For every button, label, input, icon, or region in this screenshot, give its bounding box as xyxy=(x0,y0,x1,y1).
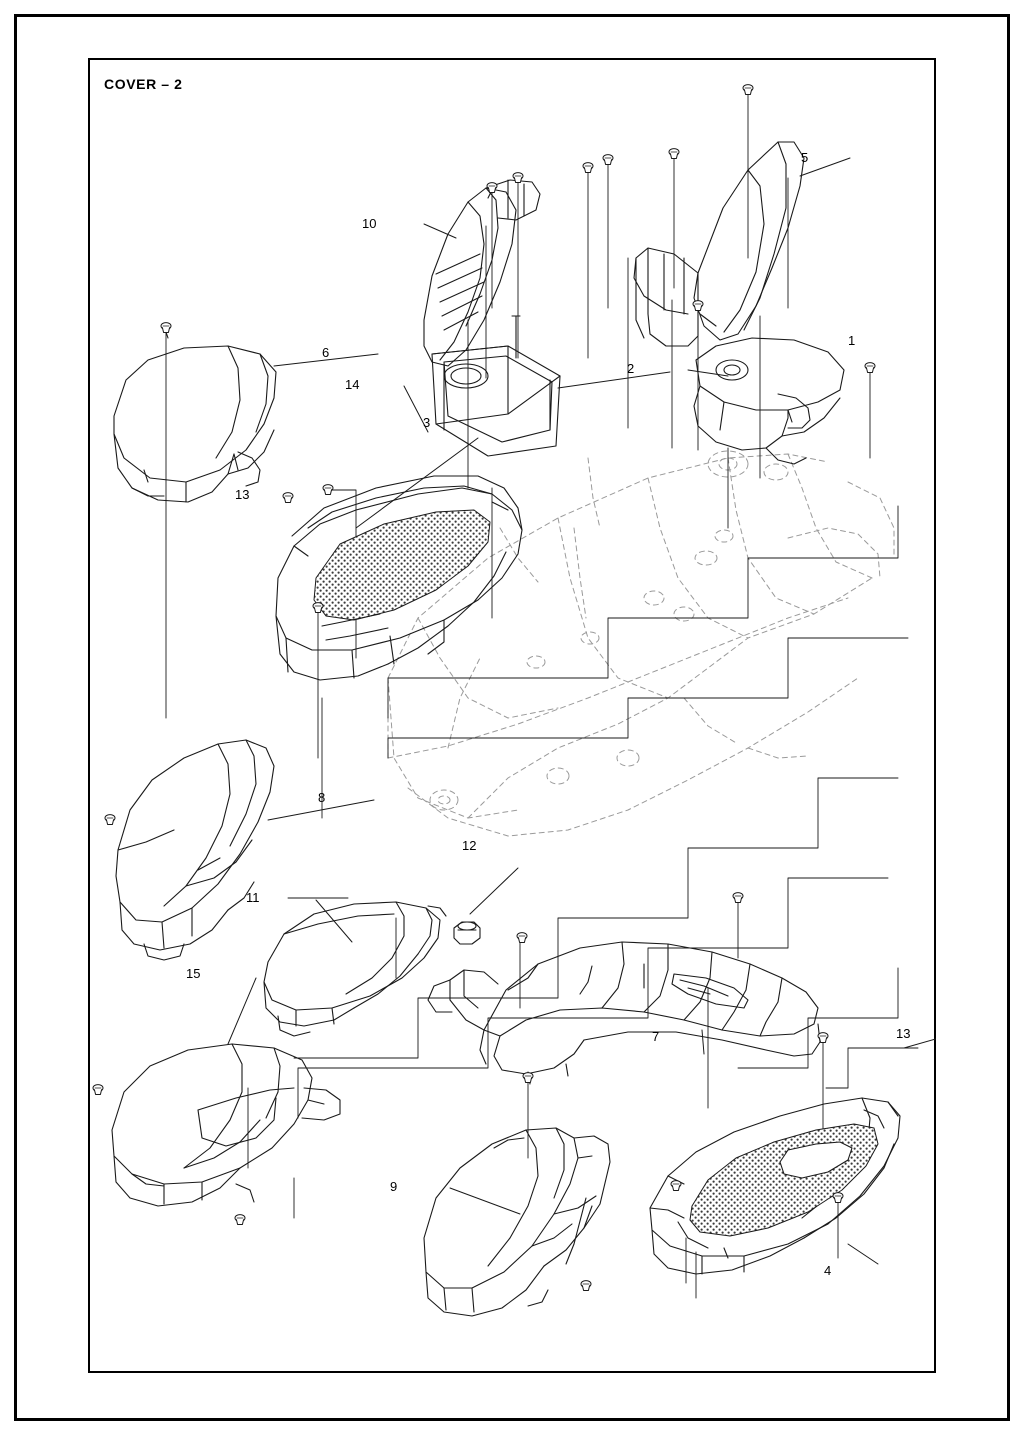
callout-8: 8 xyxy=(318,790,326,805)
part-9-cover xyxy=(424,1128,610,1316)
callout-13-right: 13 xyxy=(896,1026,911,1041)
callout-7: 7 xyxy=(652,1029,660,1044)
part-12-clip xyxy=(454,922,480,944)
callout-9: 9 xyxy=(390,1179,398,1194)
part-11-duct xyxy=(264,902,446,1036)
part-10-duct xyxy=(424,180,540,366)
fasteners xyxy=(93,85,875,1291)
callout-4: 4 xyxy=(824,1263,832,1278)
part-3-grille xyxy=(276,476,522,680)
part-5-cover xyxy=(634,142,804,346)
callout-15: 15 xyxy=(186,966,201,981)
callout-5: 5 xyxy=(801,150,809,165)
callout-6: 6 xyxy=(322,345,330,360)
callout-11: 11 xyxy=(246,890,260,905)
part-1-tank-cover xyxy=(694,338,844,464)
part-6-cover xyxy=(114,326,276,502)
callout-2: 2 xyxy=(627,361,635,376)
part-4-mesh-panel xyxy=(650,1098,900,1274)
exploded-parts-diagram xyxy=(88,58,936,1373)
explode-lines xyxy=(166,90,918,1298)
callout-13: 13 xyxy=(235,487,250,502)
callout-14: 14 xyxy=(345,377,360,392)
part-8-cover xyxy=(116,740,274,960)
part-2-box xyxy=(432,316,560,456)
page-title: COVER – 2 xyxy=(104,76,183,92)
part-7-fender xyxy=(428,942,820,1084)
callout-1: 1 xyxy=(848,333,856,348)
callout-10: 10 xyxy=(362,216,377,231)
callout-3: 3 xyxy=(423,415,431,430)
callout-12: 12 xyxy=(462,838,477,853)
callout-leaders xyxy=(228,158,936,1264)
